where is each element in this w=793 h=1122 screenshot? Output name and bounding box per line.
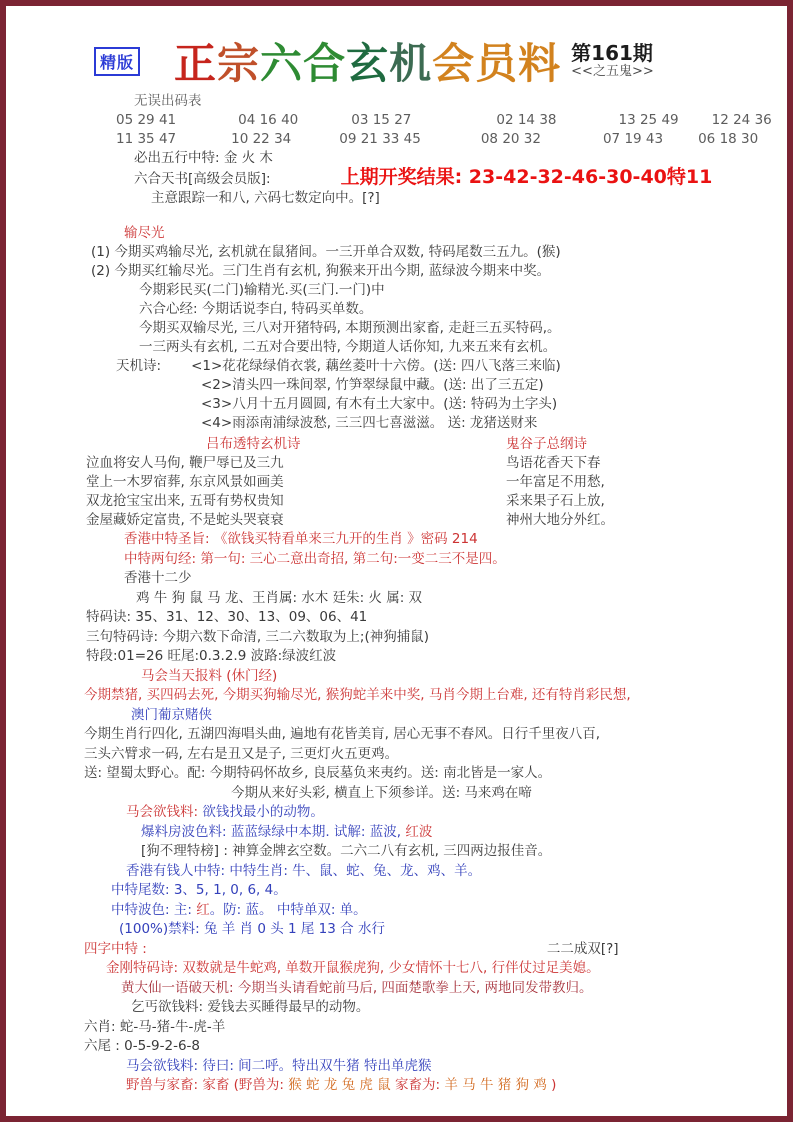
song-line-2 xyxy=(6,784,787,804)
text-segment: 六尾 : 0-5-9-2-6-8 xyxy=(84,1038,201,1054)
text-segment: 。防: 蓝。 中特单双: 单。 xyxy=(209,901,367,918)
sizi-line xyxy=(6,940,787,960)
tianji-poem-2 xyxy=(6,376,787,395)
boseliao-line xyxy=(6,823,787,843)
yeshou-jiachu-line xyxy=(6,1076,787,1096)
text-segment: 03 15 27 xyxy=(351,112,412,128)
text-segment: 三句特码诗: 今期六数下命清, 三二六数取为上;(神狗捕鼠) xyxy=(86,628,430,645)
tema-jue-line xyxy=(6,608,787,628)
text-segment: 家畜为: xyxy=(390,1077,445,1093)
text-segment: <4>雨添南浦绿波愁, 三三四七喜滋滋。 送: 龙猪送财来 xyxy=(201,415,538,431)
text-segment: [狗不理特榜] : 神算金牌玄空数。二六二八有玄机, 三四两边报佳音。 xyxy=(141,843,552,859)
text-segment: 六肖: 蛇-马-猪-牛-虎-羊 xyxy=(84,1018,226,1035)
text-segment: 澳门葡京赌侠 xyxy=(131,706,212,723)
shiershao-line xyxy=(6,589,787,609)
text-segment: 08 20 32 xyxy=(480,131,541,147)
text-segment: 马会当天报料 (休门经) xyxy=(141,667,278,684)
text-segment: 马会欲钱料: xyxy=(126,804,199,820)
text-segment: 神州大地分外红。 xyxy=(506,512,614,528)
code-row-2 xyxy=(6,130,787,149)
guigu-line xyxy=(501,511,614,530)
text-segment: 中特波色: 主: xyxy=(111,901,197,918)
text-segment: 金刚特码诗: 双数就是牛蛇鸡, 单数开鼠猴虎狗, 少女情怀十七八, 行伴仗过足美媳。 xyxy=(106,960,600,976)
text-segment: <2>清头四一珠间翠, 竹笋翠绿鼠中藏。(送: 出了三五定) xyxy=(201,377,544,393)
lvbu-line xyxy=(86,511,426,530)
text-segment: 今期买双输尽光, 三八对开猪特码, 本期预测出家畜, 走赶三五买特码,。 xyxy=(139,320,561,336)
aomen-line-1 xyxy=(6,725,787,745)
text-segment: 必出五行中特: 金 火 木 xyxy=(134,150,273,166)
text-segment: 11 35 47 xyxy=(116,131,177,147)
title-char: 合 xyxy=(303,39,347,88)
code-table-label xyxy=(6,92,787,111)
title-char: 正 xyxy=(174,39,218,88)
text-segment: 02 14 38 xyxy=(496,112,557,128)
text-segment: 10 22 34 xyxy=(231,131,292,147)
text-segment: 无误出码表 xyxy=(134,93,202,109)
tianshu-and-result-line xyxy=(6,168,787,189)
text-segment: 金屋藏娇定富贵, 不是蛇头哭衰衰 xyxy=(86,512,284,528)
title-char: 六 xyxy=(260,39,304,88)
verse-line-2 xyxy=(6,338,787,357)
weishu-line xyxy=(6,881,787,901)
text-segment: (100%)禁料: 兔 羊 肖 0 头 1 尾 13 合 水行 xyxy=(119,921,385,937)
shujinguang-line-1 xyxy=(6,243,787,262)
text-segment: 今期从来好头彩, 横直上下须参详。送: 马来鸡在啼 xyxy=(231,784,532,801)
text-segment: 鸟语花香天下春 xyxy=(506,455,601,471)
jinliao-line xyxy=(6,920,787,940)
text-segment: 欲钱找最小的动物。 xyxy=(198,804,324,820)
qigai-line xyxy=(6,998,787,1018)
text-segment: 猴 蛇 龙 兔 虎 鼠 xyxy=(288,1077,391,1093)
text-segment: 12 24 36 xyxy=(711,112,772,128)
page-header xyxy=(6,6,787,92)
text-segment: 爆料房波色料: 蓝蓝绿绿中本期. 试解: 蓝波, xyxy=(141,823,406,840)
bose-line xyxy=(6,901,787,921)
guigu-line xyxy=(501,473,614,492)
text-segment: 天机诗: xyxy=(116,358,162,374)
text-segment: 羊 马 牛 猪 狗 鸡 xyxy=(444,1077,547,1093)
verse-line-1 xyxy=(6,319,787,338)
liuxiao-line xyxy=(6,1018,787,1038)
aomen-line-2 xyxy=(6,745,787,765)
text-segment: 特段:01=26 旺尾:0.3.2.9 波路:绿波红波 xyxy=(86,648,337,664)
edition-badge: 精版 xyxy=(94,47,140,76)
lvbu-line xyxy=(86,454,426,473)
text-segment: 特码诀: 35、31、12、30、13、09、06、41 xyxy=(86,609,368,625)
text-segment: (2) 今期买红输尽光。三门生肖有玄机, 狗猴来开出今期, 蓝绿波今期来中奖。 xyxy=(91,263,551,279)
text-segment: 四字中特 : xyxy=(84,940,147,957)
text-segment: 黄大仙一语破天机: 今期当头请看蛇前马后, 四面楚歌拳上天, 两地同发带教归。 xyxy=(121,979,593,996)
text-segment: 今期生肖行四化, 五湖四海唱头曲, 遍地有花皆美肓, 居心无事不春风。日行千里夜八百, xyxy=(84,726,601,742)
tianji-poem-3 xyxy=(6,395,787,414)
text-segment: 送: 望蜀太野心。配: 今期特码怀故乡, 良辰墓负来夷约。送: 南北皆是一家人。 xyxy=(84,765,552,781)
yuqian-line xyxy=(6,803,787,823)
poem-right-title: 鬼谷子总纲诗 xyxy=(506,436,587,452)
youqianren-line xyxy=(6,862,787,882)
text-segment: (1) 今期买鸡输尽光, 玄机就在鼠猪间。一三开单合双数, 特码尾数三五九。(猴) xyxy=(91,244,561,260)
issue-subtitle: <<之五鬼>> xyxy=(571,64,654,80)
teduan-line xyxy=(6,647,787,667)
liangju-line xyxy=(6,550,787,570)
text-segment: 09 21 33 45 xyxy=(339,131,421,147)
goubuli-line xyxy=(6,842,787,862)
text-segment: 乞丐欲钱料: 爱钱去买睡得最早的动物。 xyxy=(131,999,370,1015)
poem-left-column xyxy=(86,435,426,530)
shujinguang-line-2 xyxy=(6,262,787,281)
text-segment: 香港有钱人中特: 中特生肖: 牛、鼠、蛇、兔、龙、鸡、羊。 xyxy=(126,862,482,879)
issue-number: 第161期 xyxy=(571,41,653,66)
text-segment: <3>八月十五月圆圆, 有木有土大家中。(送: 特码为土字头) xyxy=(201,396,558,412)
text-segment: 一三两头有玄机, 二五对合要出特, 今期道人话你知, 九来五来有玄机。 xyxy=(139,339,557,355)
title-char: 员 xyxy=(475,39,519,88)
text-segment: 06 18 30 xyxy=(698,131,759,147)
text-segment: 07 19 43 xyxy=(602,131,664,147)
text-segment: 红波 xyxy=(405,823,433,840)
shengzhi-line xyxy=(6,530,787,550)
lvbu-line xyxy=(86,492,426,511)
text-segment: 马会欲钱料: 待曰: 间二呼。特出双牛猪 特出单虎猴 xyxy=(126,1057,432,1074)
jingang-line xyxy=(6,959,787,979)
title-char: 料 xyxy=(518,39,562,88)
text-segment: 今期彩民买(二门)输精光.买(三门.一门)中 xyxy=(139,282,385,298)
top-content xyxy=(6,92,787,433)
text-segment: <1>花花绿绿俏衣裳, 藕丝菱叶十六傍。(送: 四八飞落三来临) xyxy=(191,358,561,374)
title-char: 宗 xyxy=(217,39,261,88)
xinjing-line xyxy=(6,300,787,319)
text-segment: 一年富足不用愁, xyxy=(506,474,605,490)
text-segment: 今期禁猪, 买四码去死, 今期买狗输尽光, 猴狗蛇羊来中奖, 马肖今期上台难, 还有特肖彩民想, xyxy=(84,687,631,703)
aomen-heading xyxy=(6,706,787,726)
poem-left-title: 吕布透特玄机诗 xyxy=(206,436,301,452)
huangdaxian-line xyxy=(6,979,787,999)
text-segment: 13 25 49 xyxy=(618,112,679,128)
title-char: 机 xyxy=(389,39,433,88)
mahui-baoliao-line xyxy=(6,686,787,706)
tianshu-note-line xyxy=(6,189,787,208)
liuwei-line xyxy=(6,1037,787,1057)
poems-section xyxy=(6,435,787,530)
text-segment: 六合心经: 今期话说李白, 特码买单数。 xyxy=(139,301,373,317)
title-char: 会 xyxy=(432,39,476,88)
guigu-line xyxy=(501,492,614,511)
page-title xyxy=(174,31,561,91)
text-segment: 05 29 41 xyxy=(116,112,177,128)
shiershao-label xyxy=(6,569,787,589)
poem-right-body xyxy=(501,454,614,530)
text-segment: 输尽光 xyxy=(124,225,165,241)
text-segment: 香港中特圣旨: 《欲钱买特看单来三九开的生肖 》密码 214 xyxy=(124,531,478,547)
code-row-1 xyxy=(6,111,787,130)
section-heading-shujinguang xyxy=(6,224,787,243)
text-segment: 主意跟踪一和八, 六码七数定向中。[?] xyxy=(151,190,380,206)
guigu-line xyxy=(501,454,614,473)
text-segment: 堂上一木罗宿葬, 东京风景如画美 xyxy=(86,474,284,490)
text-segment: 采来果子石上放, xyxy=(506,493,605,509)
text-segment: ) xyxy=(546,1077,557,1093)
text-segment: 上期开奖结果: 23-42-32-46-30-40特11 xyxy=(340,166,713,188)
text-segment: 野兽与家畜: 家畜 (野兽为: xyxy=(126,1077,289,1093)
poem-right-column xyxy=(501,435,614,530)
caimin-line xyxy=(6,281,787,300)
text-segment: 二二成双[?] xyxy=(546,940,619,957)
sanju-line xyxy=(6,628,787,648)
text-segment: 04 16 40 xyxy=(238,112,299,128)
lvbu-line xyxy=(86,473,426,492)
mahui-baoliao-heading xyxy=(6,667,787,687)
song-line-1 xyxy=(6,764,787,784)
tianji-poem-4 xyxy=(6,414,787,433)
text-segment: 双龙抢宝宝出来, 五哥有势权贵知 xyxy=(86,493,284,509)
text-segment: 中特两句经: 第一句: 三心二意出奇招, 第二句:一变二三不是四。 xyxy=(124,550,506,567)
text-segment: 泣血将安人马佝, 鞭尸辱已及三九 xyxy=(86,455,284,471)
bottom-content xyxy=(6,530,787,1096)
text-segment: 六合天书[高级会员版]: xyxy=(134,171,271,187)
tianji-poem-1 xyxy=(6,357,787,376)
text-segment: 鸡 牛 狗 鼠 马 龙、王肖属: 水木 廷朱: 火 属: 双 xyxy=(136,589,423,606)
text-segment: 香港十二少 xyxy=(124,570,192,586)
mahui-yuqian-line xyxy=(6,1057,787,1077)
title-char: 玄 xyxy=(346,39,390,88)
text-segment: 红 xyxy=(196,901,210,918)
poem-left-body xyxy=(86,454,426,530)
text-segment: 中特尾数: 3、5, 1, 0, 6, 4。 xyxy=(111,882,287,898)
issue-block xyxy=(571,42,654,80)
text-segment: 三头六臂求一码, 左右是丑又是子, 三更灯火五更鸡。 xyxy=(84,745,399,762)
